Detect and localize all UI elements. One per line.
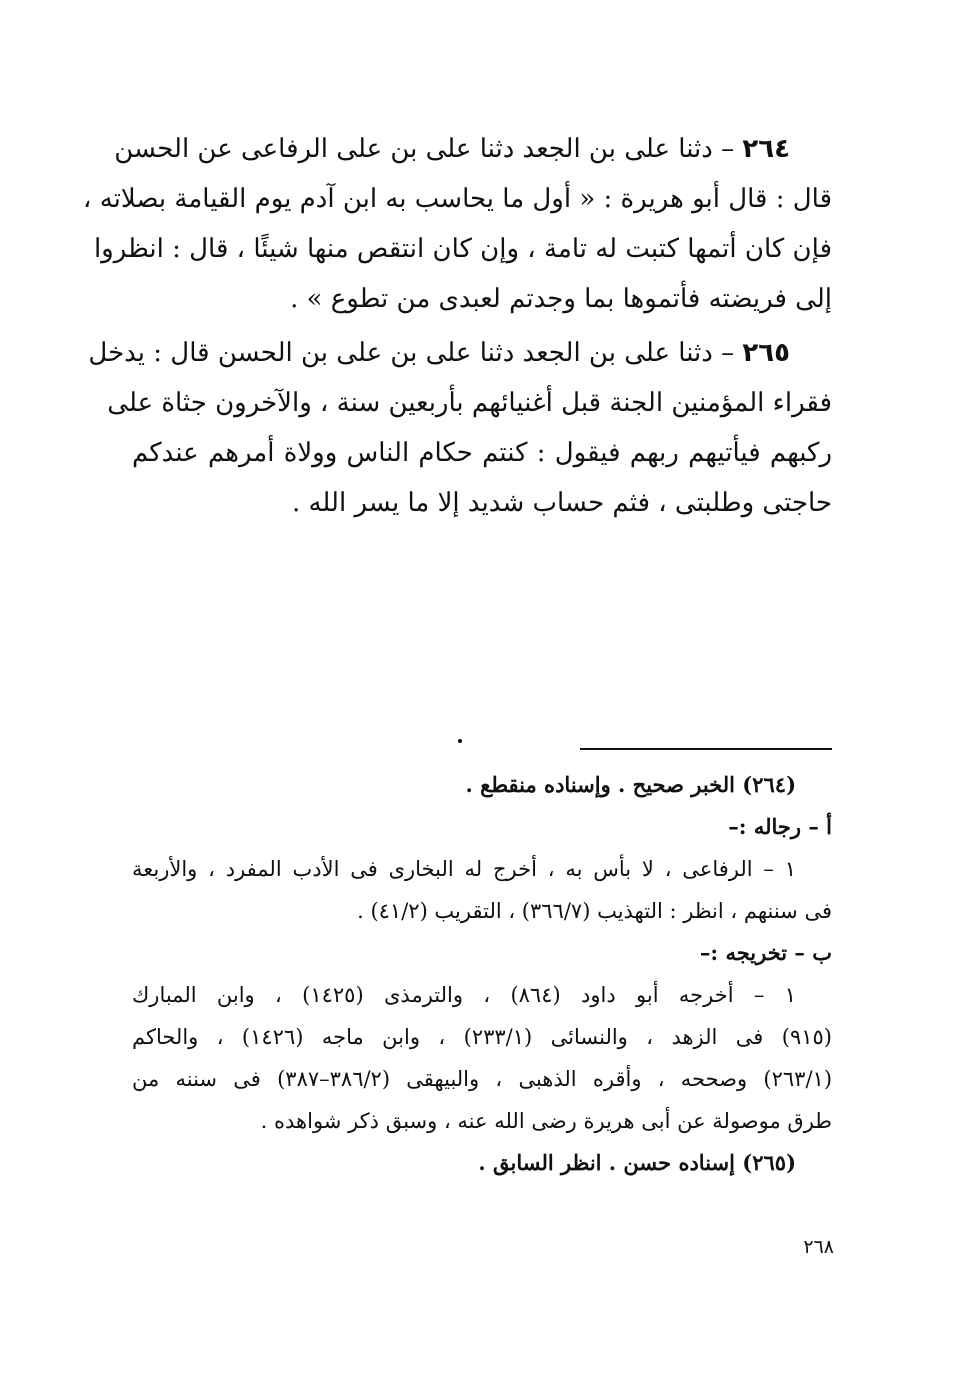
section-b-line-4: طرق موصولة عن أبى هريرة رضى الله عنه ، وسبق ذكر شواهده . <box>260 1109 832 1133</box>
hadith-264-line-3: فإن كان أتمها كتبت له تامة ، وإن كان انتقص منها شيئًا ، قال : انظروا <box>93 234 832 264</box>
hadith-265-line-2: فقراء المؤمنين الجنة قبل أغنيائهم بأربعين سنة ، والآخرون جثاة على <box>107 388 832 418</box>
section-b-line-1: ١ – أخرجه أبو داود (٨٦٤) ، والترمذى (١٤٢٥) ، وابن المبارك <box>132 983 796 1007</box>
section-a-title: أ – رجاله :– <box>728 814 832 839</box>
footnote-separator <box>580 748 832 750</box>
page-number: ٢٦٨ <box>803 1236 834 1258</box>
hadith-265-line-3: ركبهم فيأتيهم ربهم فيقول : كنتم حكام الناس وولاة أمرهم عندكم <box>132 438 832 468</box>
section-b-line-3: (٢٦٣/١) وصححه ، وأقره الذهبى ، والبيهقى (٣٨٦/٢–٣٨٧) فى سننه من <box>132 1067 833 1091</box>
footnotes <box>132 764 832 1184</box>
hadith-264 <box>83 124 832 324</box>
section-a-line-2: فى سننهم ، انظر : التهذيب (٣٦٦/٧) ، التقريب (٤١/٢) . <box>357 899 832 923</box>
footnote-264-heading: (٢٦٤) الخبر صحيح . وإسناده منقطع . <box>465 772 796 797</box>
section-b-line-2: (٩١٥) فى الزهد ، والنسائى (٢٣٣/١) ، وابن ماجه (١٤٢٦) ، والحاكم <box>132 1025 832 1049</box>
footnote-265-heading: (٢٦٥) إسناده حسن . انظر السابق . <box>478 1150 796 1175</box>
hadith-265-line-4: حاجتى وطلبتى ، فثم حساب شديد إلا ما يسر الله . <box>291 488 832 518</box>
hadith-265-line-1: ٢٦٥ – دثنا على بن الجعد دثنا على بن على بن الحسن قال : يدخل <box>88 338 790 368</box>
hadith-265 <box>88 328 832 528</box>
hadith-264-number: ٢٦٤ <box>742 134 790 164</box>
section-b-title: ب – تخريجه :– <box>699 940 832 965</box>
hadith-264-line-4: إلى فريضته فأتموها بما وجدتم لعبدى من تطوع » . <box>290 284 832 314</box>
hadith-264-line-2: قال : قال أبو هريرة : « أول ما يحاسب به ابن آدم يوم القيامة بصلاته ، <box>83 184 832 214</box>
hadith-265-number: ٢٦٥ <box>742 338 790 368</box>
stray-dot <box>458 739 462 743</box>
section-a-line-1: ١ – الرفاعى ، لا بأس به ، أخرج له البخارى فى الأدب المفرد ، والأربعة <box>132 857 796 881</box>
hadith-264-line-1: ٢٦٤ – دثنا على بن الجعد دثنا على بن على الرفاعى عن الحسن <box>114 134 790 164</box>
